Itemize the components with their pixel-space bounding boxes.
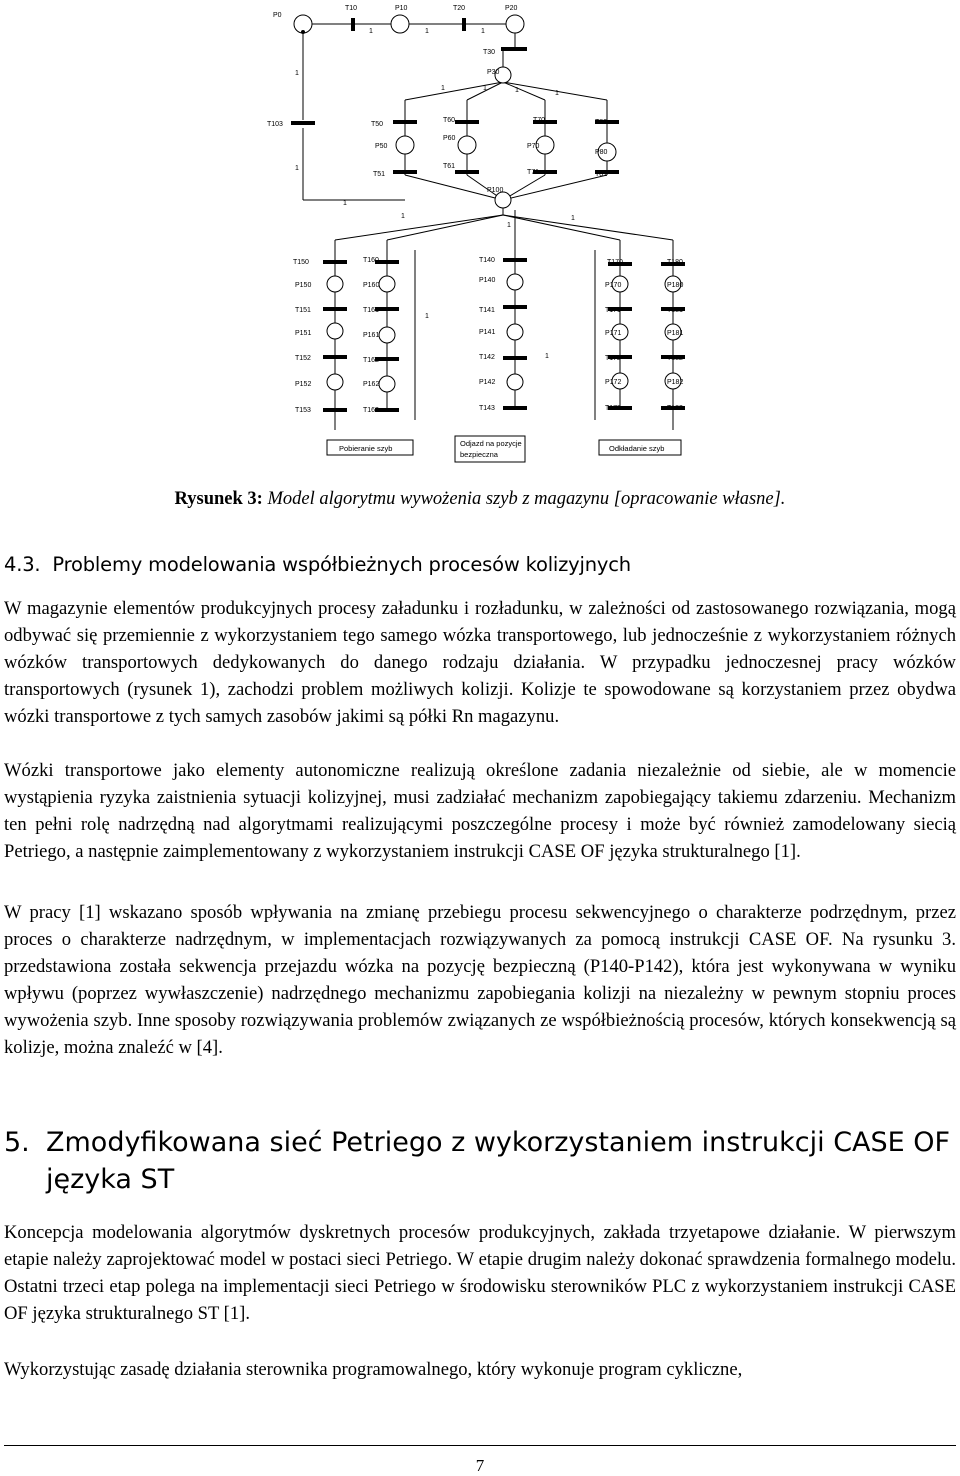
legend-pickup: Pobieranie szyb <box>339 444 393 453</box>
petri-net-arcs <box>303 24 673 430</box>
svg-text:P171: P171 <box>605 330 622 337</box>
svg-text:T180: T180 <box>667 259 683 266</box>
svg-text:1: 1 <box>401 213 405 220</box>
svg-text:P80: P80 <box>595 149 608 156</box>
svg-text:1: 1 <box>425 313 429 320</box>
svg-text:1: 1 <box>555 90 559 97</box>
section-4-3-heading <box>4 551 643 579</box>
svg-text:1: 1 <box>507 222 511 229</box>
svg-text:P151: P151 <box>295 330 312 337</box>
svg-text:T181: T181 <box>667 307 683 314</box>
svg-text:T151: T151 <box>295 307 311 314</box>
token-dot <box>301 30 305 34</box>
svg-text:T10: T10 <box>345 5 358 12</box>
caption-text: Model algorytmu wywożenia szyb z magazynu [opracowanie własne]. <box>267 489 786 509</box>
petri-net-figure <box>255 0 715 470</box>
section-5-heading <box>4 1124 956 1198</box>
svg-text:P150: P150 <box>295 282 312 289</box>
petri-net-diagram <box>255 0 715 470</box>
svg-text:1: 1 <box>515 87 519 94</box>
svg-text:P60: P60 <box>443 135 456 142</box>
place-P50 <box>396 136 414 154</box>
svg-text:T50: T50 <box>371 121 384 128</box>
place-P60 <box>458 136 476 154</box>
svg-text:T152: T152 <box>295 355 311 362</box>
svg-text:T61: T61 <box>443 163 456 170</box>
svg-text:T80: T80 <box>595 119 608 126</box>
transition-T60 <box>455 120 479 124</box>
section-4-3-title: Problemy modelowania współbieżnych procesów kolizyjnych <box>52 553 631 576</box>
section-5-number: 5. <box>4 1127 30 1158</box>
svg-text:P141: P141 <box>479 329 496 336</box>
svg-text:T142: T142 <box>479 354 495 361</box>
transition-T30 <box>501 47 527 51</box>
svg-text:T71: T71 <box>527 169 540 176</box>
svg-text:P162: P162 <box>363 381 380 388</box>
svg-text:P182: P182 <box>667 379 684 386</box>
svg-text:1: 1 <box>369 28 373 35</box>
place-P10 <box>391 15 409 33</box>
footer-rule <box>4 1445 956 1446</box>
svg-text:T163: T163 <box>363 407 379 414</box>
svg-text:T141: T141 <box>479 307 495 314</box>
svg-text:T103: T103 <box>267 121 283 128</box>
transition-T61 <box>455 170 479 174</box>
column-140 <box>503 258 527 410</box>
section-5-title-line1: Zmodyfikowana sieć Petriego z wykorzystaniem instrukcji CASE OF <box>46 1127 951 1158</box>
section-4-3-number: 4.3. <box>4 553 41 576</box>
figure-legend <box>327 436 681 462</box>
node-labels <box>267 5 683 414</box>
transition-T50 <box>393 120 417 124</box>
svg-text:P10: P10 <box>395 5 408 12</box>
svg-text:T140: T140 <box>479 257 495 264</box>
svg-text:1: 1 <box>483 85 487 92</box>
svg-text:P30: P30 <box>487 69 500 76</box>
svg-text:T160: T160 <box>363 257 379 264</box>
svg-text:T51: T51 <box>373 171 386 178</box>
svg-text:T161: T161 <box>363 307 379 314</box>
paragraph-5: Wykorzystując zasadę działania sterownika programowalnego, który wykonuje program cykliczne, <box>4 1359 743 1380</box>
svg-text:T183: T183 <box>667 405 683 412</box>
svg-text:P142: P142 <box>479 379 496 386</box>
svg-text:P100: P100 <box>487 187 504 194</box>
caption-label: Rysunek 3: <box>174 489 263 509</box>
svg-text:T150: T150 <box>293 259 309 266</box>
paragraph-3: W pracy [1] wskazano sposób wpływania na zmianę przebiegu procesu sekwencyjnego o charakterze podrzędnym, przez proces o charakterze nadrzędnym, w implementacjach rozwiązywanych za pomocą instrukcji CASE OF. Na rysunku 3. przedstawiona została sekwencja przejazdu wózka na pozycję bezpieczną (P140-P142), która jest wykonywana w wyniku wpływu (poprzez wywłaszczenie) nadrzędnego mechanizmu zapobiegania kolizji na niezależny w pewnym stopniu proces wywożenia szyb. Inne sposoby rozwiązywania problemów związanych ze współbieżnością procesów, których konsekwencją są kolizje, można znaleźć w [4]. <box>4 902 956 1058</box>
svg-text:P20: P20 <box>505 5 518 12</box>
svg-text:P181: P181 <box>667 330 684 337</box>
legend-safe-line2: bezpieczna <box>460 450 498 459</box>
svg-text:1: 1 <box>571 215 575 222</box>
svg-text:P140: P140 <box>479 277 496 284</box>
svg-text:1: 1 <box>545 353 549 360</box>
svg-text:P160: P160 <box>363 282 380 289</box>
svg-text:T170: T170 <box>607 259 623 266</box>
svg-text:1: 1 <box>295 70 299 77</box>
transition-T20 <box>462 18 466 31</box>
svg-text:T173: T173 <box>605 405 621 412</box>
svg-text:T70: T70 <box>533 117 546 124</box>
svg-text:P170: P170 <box>605 282 622 289</box>
transition-T10 <box>351 18 355 31</box>
svg-text:T162: T162 <box>363 357 379 364</box>
transition-T103 <box>291 121 315 125</box>
figure-caption <box>0 486 960 512</box>
svg-text:T60: T60 <box>443 117 456 124</box>
page-number: 7 <box>475 1456 485 1475</box>
paragraph-4: Koncepcja modelowania algorytmów dyskretnych procesów produkcyjnych, zakłada trzyetapowe działanie. W pierwszym etapie należy zaprojektować model w postaci sieci Petriego. W etapie drugim należy dokonać sprawdzenia formalnego modelu. Ostatni trzeci etap polega na implementacji sieci Petriego w środowisku sterowników PLC z wykorzystaniem instrukcji CASE OF języka strukturalnego ST [1]. <box>4 1222 956 1324</box>
svg-text:T171: T171 <box>605 307 621 314</box>
svg-text:1: 1 <box>481 28 485 35</box>
place-P100 <box>495 192 511 208</box>
place-P20 <box>506 15 524 33</box>
column-150 <box>323 260 347 412</box>
section-5-title-line2: języka ST <box>46 1164 175 1195</box>
paragraph-1: W magazynie elementów produkcyjnych procesy załadunku i rozładunku, w zależności od zastosowanego rozwiązania, mogą odbywać się przemiennie z wykorzystaniem tego samego wózka transportowego, lub jednocześnie z wykorzystaniem różnych wózków transportowych dedykowanych do danego rodzaju działania. W przypadku jednoczesnej pracy wózków transportowych (rysunek 1), zachodzi problem możliwych kolizji. Kolizje te spowodowane są korzystaniem przez obydwa wózki transportowe z tych samych zasobów jakimi są półki Rn magazynu. <box>4 598 956 727</box>
svg-text:T81: T81 <box>595 171 608 178</box>
svg-text:P152: P152 <box>295 381 312 388</box>
svg-text:1: 1 <box>343 200 347 207</box>
legend-drop: Odkładanie szyb <box>609 444 665 453</box>
svg-text:T182: T182 <box>667 355 683 362</box>
svg-text:P50: P50 <box>375 143 388 150</box>
svg-text:1: 1 <box>295 165 299 172</box>
svg-text:P172: P172 <box>605 379 622 386</box>
svg-text:T172: T172 <box>605 355 621 362</box>
svg-text:P70: P70 <box>527 143 540 150</box>
transition-T51 <box>393 170 417 174</box>
svg-text:T20: T20 <box>453 5 466 12</box>
svg-text:P161: P161 <box>363 332 380 339</box>
svg-text:P180: P180 <box>667 282 684 289</box>
svg-text:P0: P0 <box>273 12 282 19</box>
svg-text:T30: T30 <box>483 49 496 56</box>
svg-text:T143: T143 <box>479 405 495 412</box>
svg-text:1: 1 <box>441 85 445 92</box>
paragraph-2: Wózki transportowe jako elementy autonomiczne realizują określone zadania niezależnie od siebie, ale w momencie wystąpienia ryzyka zaistnienia sytuacji kolizyjnej, musi zadziałać mechanizm zapobiegający takiemu zdarzeniu. Mechanizm ten pełni rolę nadrzędną nad algorytmami realizującymi poszczególne procesy i może być również zamodelowany siecią Petriego, a następnie zaimplementowany z wykorzystaniem instrukcji CASE OF języka strukturalnego [1]. <box>4 760 956 862</box>
legend-safe-line1: Odjazd na pozycje <box>460 439 522 448</box>
svg-text:1: 1 <box>425 28 429 35</box>
svg-text:T153: T153 <box>295 407 311 414</box>
